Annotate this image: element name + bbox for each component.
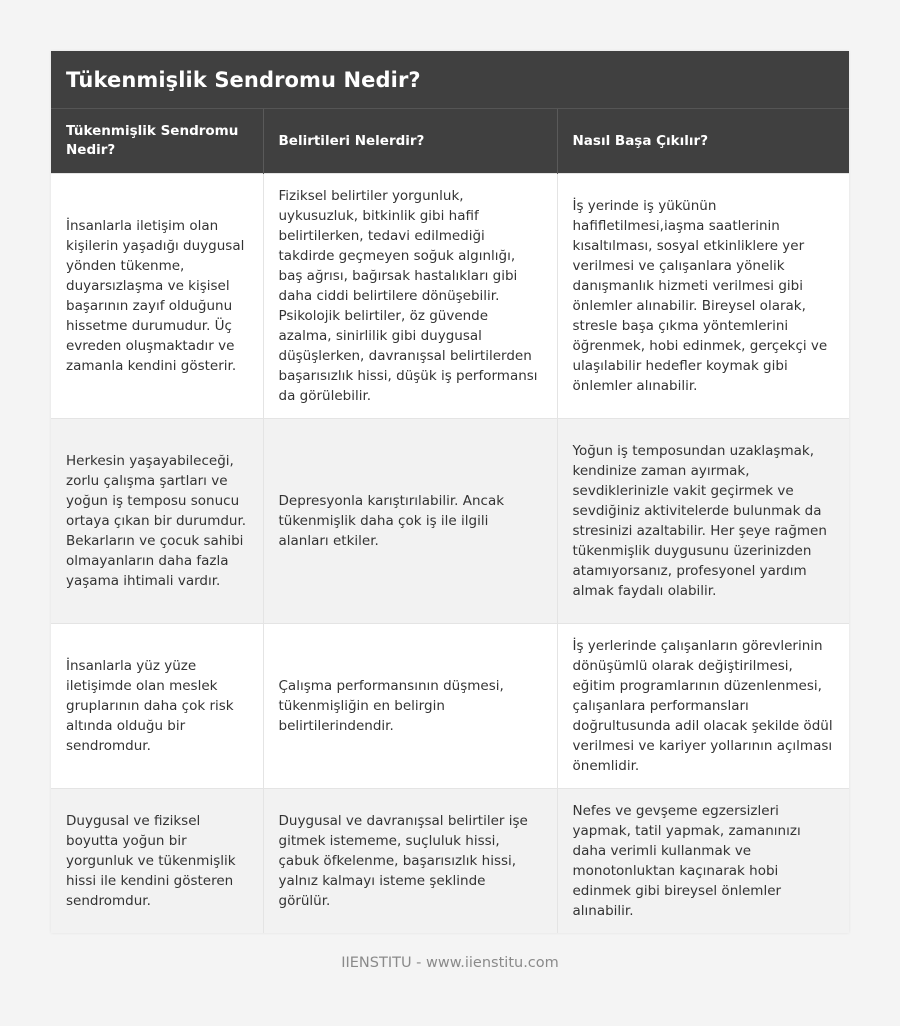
column-header-coping: Nasıl Başa Çıkılır? [557, 109, 849, 174]
table-cell-definition: İnsanlarla iletişim olan kişilerin yaşadığı duygusal yönden tükenme, duyarsızlaşma ve kişisel başarının zayıf olduğunu hissetme durumudur. Üç evreden oluşmaktadır ve zamanla kendini gösterir. [51, 174, 263, 419]
page-title: Tükenmişlik Sendromu Nedir? [66, 67, 421, 92]
table-cell-definition: Herkesin yaşayabileceği, zorlu çalışma şartları ve yoğun iş temposu sonucu ortaya çıkan bir durumdur. Bekarların ve çocuk sahibi olmayanların daha fazla yaşama ihtimali vardır. [51, 419, 263, 624]
info-card [51, 51, 849, 933]
footer-credit: IIENSTITU - www.iienstitu.com [341, 955, 559, 971]
table-header-row [51, 109, 849, 174]
table-cell-symptoms: Çalışma performansının düşmesi, tükenmişliğin en belirgin belirtilerindendir. [263, 624, 557, 789]
column-header-symptoms: Belirtileri Nelerdir? [263, 109, 557, 174]
table-cell-coping: Nefes ve gevşeme egzersizleri yapmak, tatil yapmak, zamanınızı daha verimli kullanmak ve monotonluktan kaçınarak hobi edinmek gibi bireysel önlemler alınabilir. [557, 789, 849, 934]
table-row [51, 174, 849, 419]
table-row [51, 624, 849, 789]
table-row [51, 789, 849, 934]
info-table [51, 109, 849, 933]
table-cell-symptoms: Duygusal ve davranışsal belirtiler işe gitmek istememe, suçluluk hissi, çabuk öfkelenme, başarısızlık hissi, yalnız kalmayı isteme şeklinde görülür. [263, 789, 557, 934]
table-cell-symptoms: Depresyonla karıştırılabilir. Ancak tükenmişlik daha çok iş ile ilgili alanları etkiler. [263, 419, 557, 624]
title-bar [51, 51, 849, 109]
table-row [51, 419, 849, 624]
table-cell-definition: Duygusal ve fiziksel boyutta yoğun bir yorgunluk ve tükenmişlik hissi ile kendini gösteren sendromdur. [51, 789, 263, 934]
table-cell-coping: İş yerlerinde çalışanların görevlerinin dönüşümlü olarak değiştirilmesi, eğitim programlarının düzenlenmesi, çalışanlara performansları doğrultusunda adil olacak şekilde ödül verilmesi ve kariyer yollarının açılması önemlidir. [557, 624, 849, 789]
table-cell-symptoms: Fiziksel belirtiler yorgunluk, uykusuzluk, bitkinlik gibi hafif belirtilerken, tedavi edilmediği takdirde geçmeyen soğuk algınlığı, baş ağrısı, bağırsak hastalıkları gibi daha ciddi belirtilere dönüşebilir. Psikolojik belirtiler, öz güvende azalma, sinirlilik gibi duygusal düşüşlerken, davranışsal belirtilerden başarısızlık hissi, düşük iş performansı da görülebilir. [263, 174, 557, 419]
table-cell-coping: Yoğun iş temposundan uzaklaşmak, kendinize zaman ayırmak, sevdiklerinizle vakit geçirmek ve sevdiğiniz aktivitelerde bulunmak da stresinizi azaltabilir. Her şeye rağmen tükenmişlik duygusunu üzerinizden atamıyorsanız, profesyonel yardım almak faydalı olabilir. [557, 419, 849, 624]
column-header-definition: Tükenmişlik Sendromu Nedir? [51, 109, 263, 174]
table-cell-coping: İş yerinde iş yükünün hafifletilmesi,iaşma saatlerinin kısaltılması, sosyal etkinliklere yer verilmesi ve çalışanlara yönelik danışmanlık hizmeti verilmesi gibi önlemler alınabilir. Bireysel olarak, stresle başa çıkma yöntemlerini öğrenmek, hobi edinmek, gerçekçi ve ulaşılabilir hedefler koymak gibi önlemler alınabilir. [557, 174, 849, 419]
table-cell-definition: İnsanlarla yüz yüze iletişimde olan meslek gruplarının daha çok risk altında olduğu bir sendromdur. [51, 624, 263, 789]
